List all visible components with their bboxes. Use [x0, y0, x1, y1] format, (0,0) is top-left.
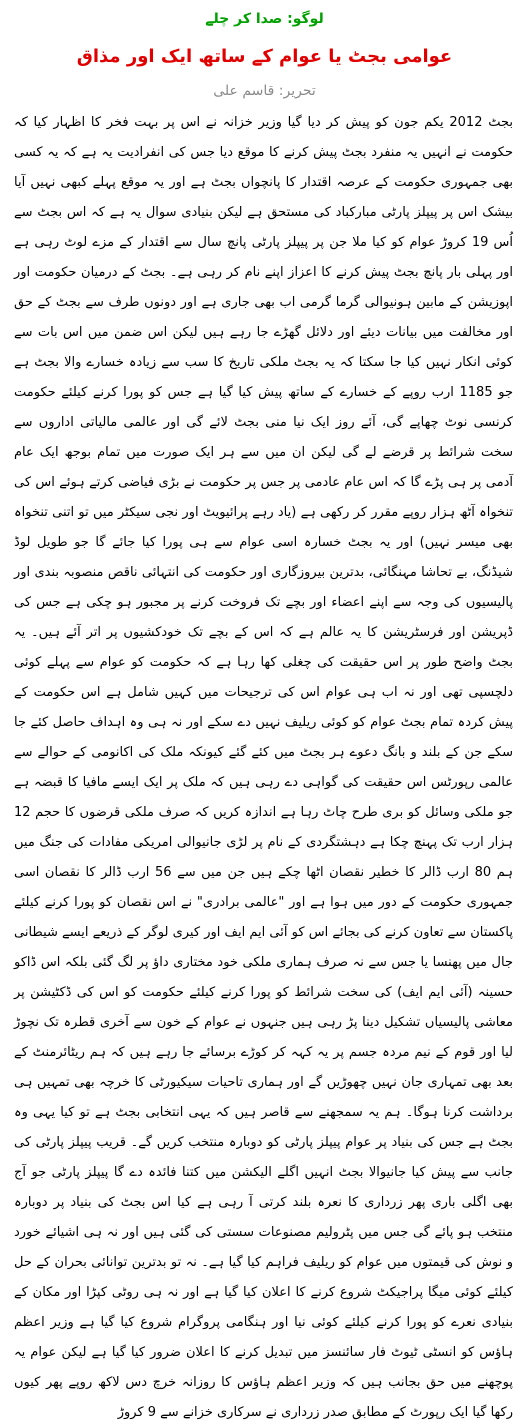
article-body: بجٹ 2012 یکم جون کو پیش کر دیا گیا وزیر خزانہ نے اس پر بہت فخر کا اظہار کیا کہ حکومت نے انہیں یہ منفرد بجٹ پیش کرنے کا موقع دیا جس کی انفرادیت یہ ہے کہ یہ کسی بھی جمہوری حکومت کے عرصہ اقتدار کا پانچواں بجٹ ہے اور یہ موقع پہلے کبھی نہیں آیا بیشک اس پر پیپلز پارٹی مبارکباد کی مستحق ہے لیکن بنیادی سوال یہ ہے کہ اس بجٹ سے اُس 19 کروڑ عوام کو کیا ملا جن پر پیپلز پارٹی پانچ سال سے اقتدار کے مزے لوٹ رہی ہے اور پہلی بار پانچ بجٹ پیش کرنے کا اعزاز اپنے نام کر رہی ہے۔ بجٹ کے درمیان حکومت اور اپوزیشن کے مابین ہونیوالی گرما گرمی اب بھی جاری ہے اور دونوں طرف سے بجٹ کے حق اور مخالفت میں بیانات دیئے اور دلائل گھڑے جا رہے ہیں لیکن اس ضمن میں اس بات سے کوئی انکار نہیں کیا جا سکتا کہ یہ بجٹ ملکی تاریخ کا سب سے زیادہ خسارے والا بجٹ ہے جو 1185 ارب روپے کے خسارے کے ساتھ پیش کیا گیا ہے جس کو پورا کرنے کیلئے حکومت کرنسی نوٹ چھاپے گی، آئے روز ایک نیا منی بجٹ لائے گی اور عالمی مالیاتی اداروں سے سخت شرائط پر قرضے لے گی لیکن ان میں سے ہر ایک صورت میں تمام بوجھ ایک عام آدمی پر ہی پڑے گا کہ اس عام عادمی پر جس پر حکومت نے بڑی فیاضی کرتے ہوئے اس کی تنخواہ آٹھ ہزار روپے مقرر کر رکھی ہے (یاد رہے پرائیویٹ اور نجی سیکٹر میں تو اتنی تنخواہ بھی میسر نہیں) اور یہ بجٹ خسارہ اسی عوام سے ہی پورا کیا جائے گا جو طویل لوڈ شیڈنگ، بے تحاشا مہنگائی، بدترین بیروزگاری اور حکومت کی انتہائی ناقص منصوبہ بندی اور پالیسیوں کی وجہ سے اپنے اعضاء اور بچے تک فروخت کرنے پر مجبور ہو چکی ہے جس کی ڈپریشن اور فرسٹریشن کا یہ عالم ہے کہ اس کے بچے تک خودکشیوں پر اتر آئے ہیں۔ یہ بجٹ واضح طور پر اس حقیقت کی چغلی کھا رہا ہے کہ حکومت کو عوام سے پہلے کوئی دلچسپی تھی اور نہ اب ہی عوام اس کی ترجیحات میں کہیں شامل ہے اس حکومت کے پیش کردہ تمام بجٹ عوام کو کوئی ریلیف نہیں دے سکے اور نہ ہی وہ اہداف حاصل کئے جا سکے جن کے بلند و بانگ دعوے ہر بجٹ میں کئے گئے کیونکہ ملک کی اکانومی کے حوالے سے عالمی رپورٹس اس حقیقت کی گواہی دے رہی ہیں کہ ملک پر ایک ایسے مافیا کا قبضہ ہے جو ملکی وسائل کو بری طرح چاٹ رہا ہے اندازہ کریں کہ صرف ملکی قرضوں کا حجم 12 ہزار ارب تک پہنچ چکا ہے دہشتگردی کے نام پر لڑی جانیوالی امریکی مفادات کی جنگ میں ہم 80 ارب ڈالر کا خطیر نقصان اٹھا چکے ہیں جن میں سے 56 ارب ڈالر کا نقصان اسی جمہوری حکومت کے دور میں ہوا ہے اور "عالمی برادری" نے اس نقصان کو پورا کرنے کیلئے پاکستان سے تعاون کرنے کی بجائے اس کو آئی ایم ایف اور کیری لوگر کے ذریعے ایسے شیطانی جال میں پھنسا یا جس سے نہ صرف ہماری ملکی خود مختاری داؤ پر لگ گئی بلکہ اس ڈاکو حسینہ (آئی ایم ایف) کی سخت شرائط کو پورا کرنے کیلئے حکومت کو اس کی ڈکٹیشن پر معاشی پالیسیاں تشکیل دینا پڑ رہی ہیں جنہوں نے عوام کے خون سے آخری قطرہ تک نچوڑ لیا اور قوم کے نیم مردہ جسم پر یہ کہہ کر کوڑے برسائے جا رہے ہیں کہ ہم ریٹائرمنٹ کے بعد بھی تمہاری جان نہیں چھوڑیں گے اور ہماری تاحیات سیکیورٹی کا خرچہ بھی تمہیں ہی برداشت کرنا ہوگا۔ ہم یہ سمجھنے سے قاصر ہیں کہ یہی انتخابی بجٹ ہے تو کیا یہی وہ بجٹ ہے جس کی بنیاد پر عوام پیپلز پارٹی کو دوبارہ منتخب کریں گے۔ قریب پیپلز پارٹی کی جانب سے پیش کیا جانیوالا بجٹ انہیں اگلے الیکشن میں کتنا فائدہ دے گا پیپلز پارٹی جو آج بھی اگلی باری پھر زرداری کا نعرہ بلند کرتی آ رہی ہے کیا اس بجٹ کی بنیاد پر دوبارہ منتخب ہو پائے گی جس میں پٹرولیم مصنوعات سستی کی گئی ہیں اور نہ ہی اشیائے خورد و نوش کی قیمتوں میں عوام کو ریلیف فراہم کیا گیا ہے۔ نہ تو بدترین توانائی بحران کے حل کیلئے کوئی میگا پراجیکٹ شروع کرنے کا اعلان کیا گیا ہے اور نہ ہی روٹی کپڑا اور مکان کے بنیادی نعرے کو پورا کرنے کیلئے کوئی نیا اور ہنگامی پروگرام شروع کیا گیا ہے وزیر اعظم ہاؤس کو انسٹی ٹیوٹ فار سائنسز میں تبدیل کرنے کا اعلان ضرور کیا گیا ہے لیکن عوام یہ پوچھنے میں حق بجانب ہیں کہ وزیر اعظم ہاؤس کا روزانہ خرچ دس لاکھ روپے پھر کیوں رکھا گیا ایک رپورٹ کے مطابق صدر زرداری نے سرکاری خزانے سے 9 کروڑ [14, 115, 513, 1420]
article-headline: عوامی بجٹ یا عوام کے ساتھ ایک اور مذاق [76, 46, 453, 67]
article-header [0, 0, 529, 102]
column-logo-title: لوگو: صدا کر چلے [205, 11, 324, 27]
article-byline: تحریر: قاسم علی [213, 83, 316, 99]
